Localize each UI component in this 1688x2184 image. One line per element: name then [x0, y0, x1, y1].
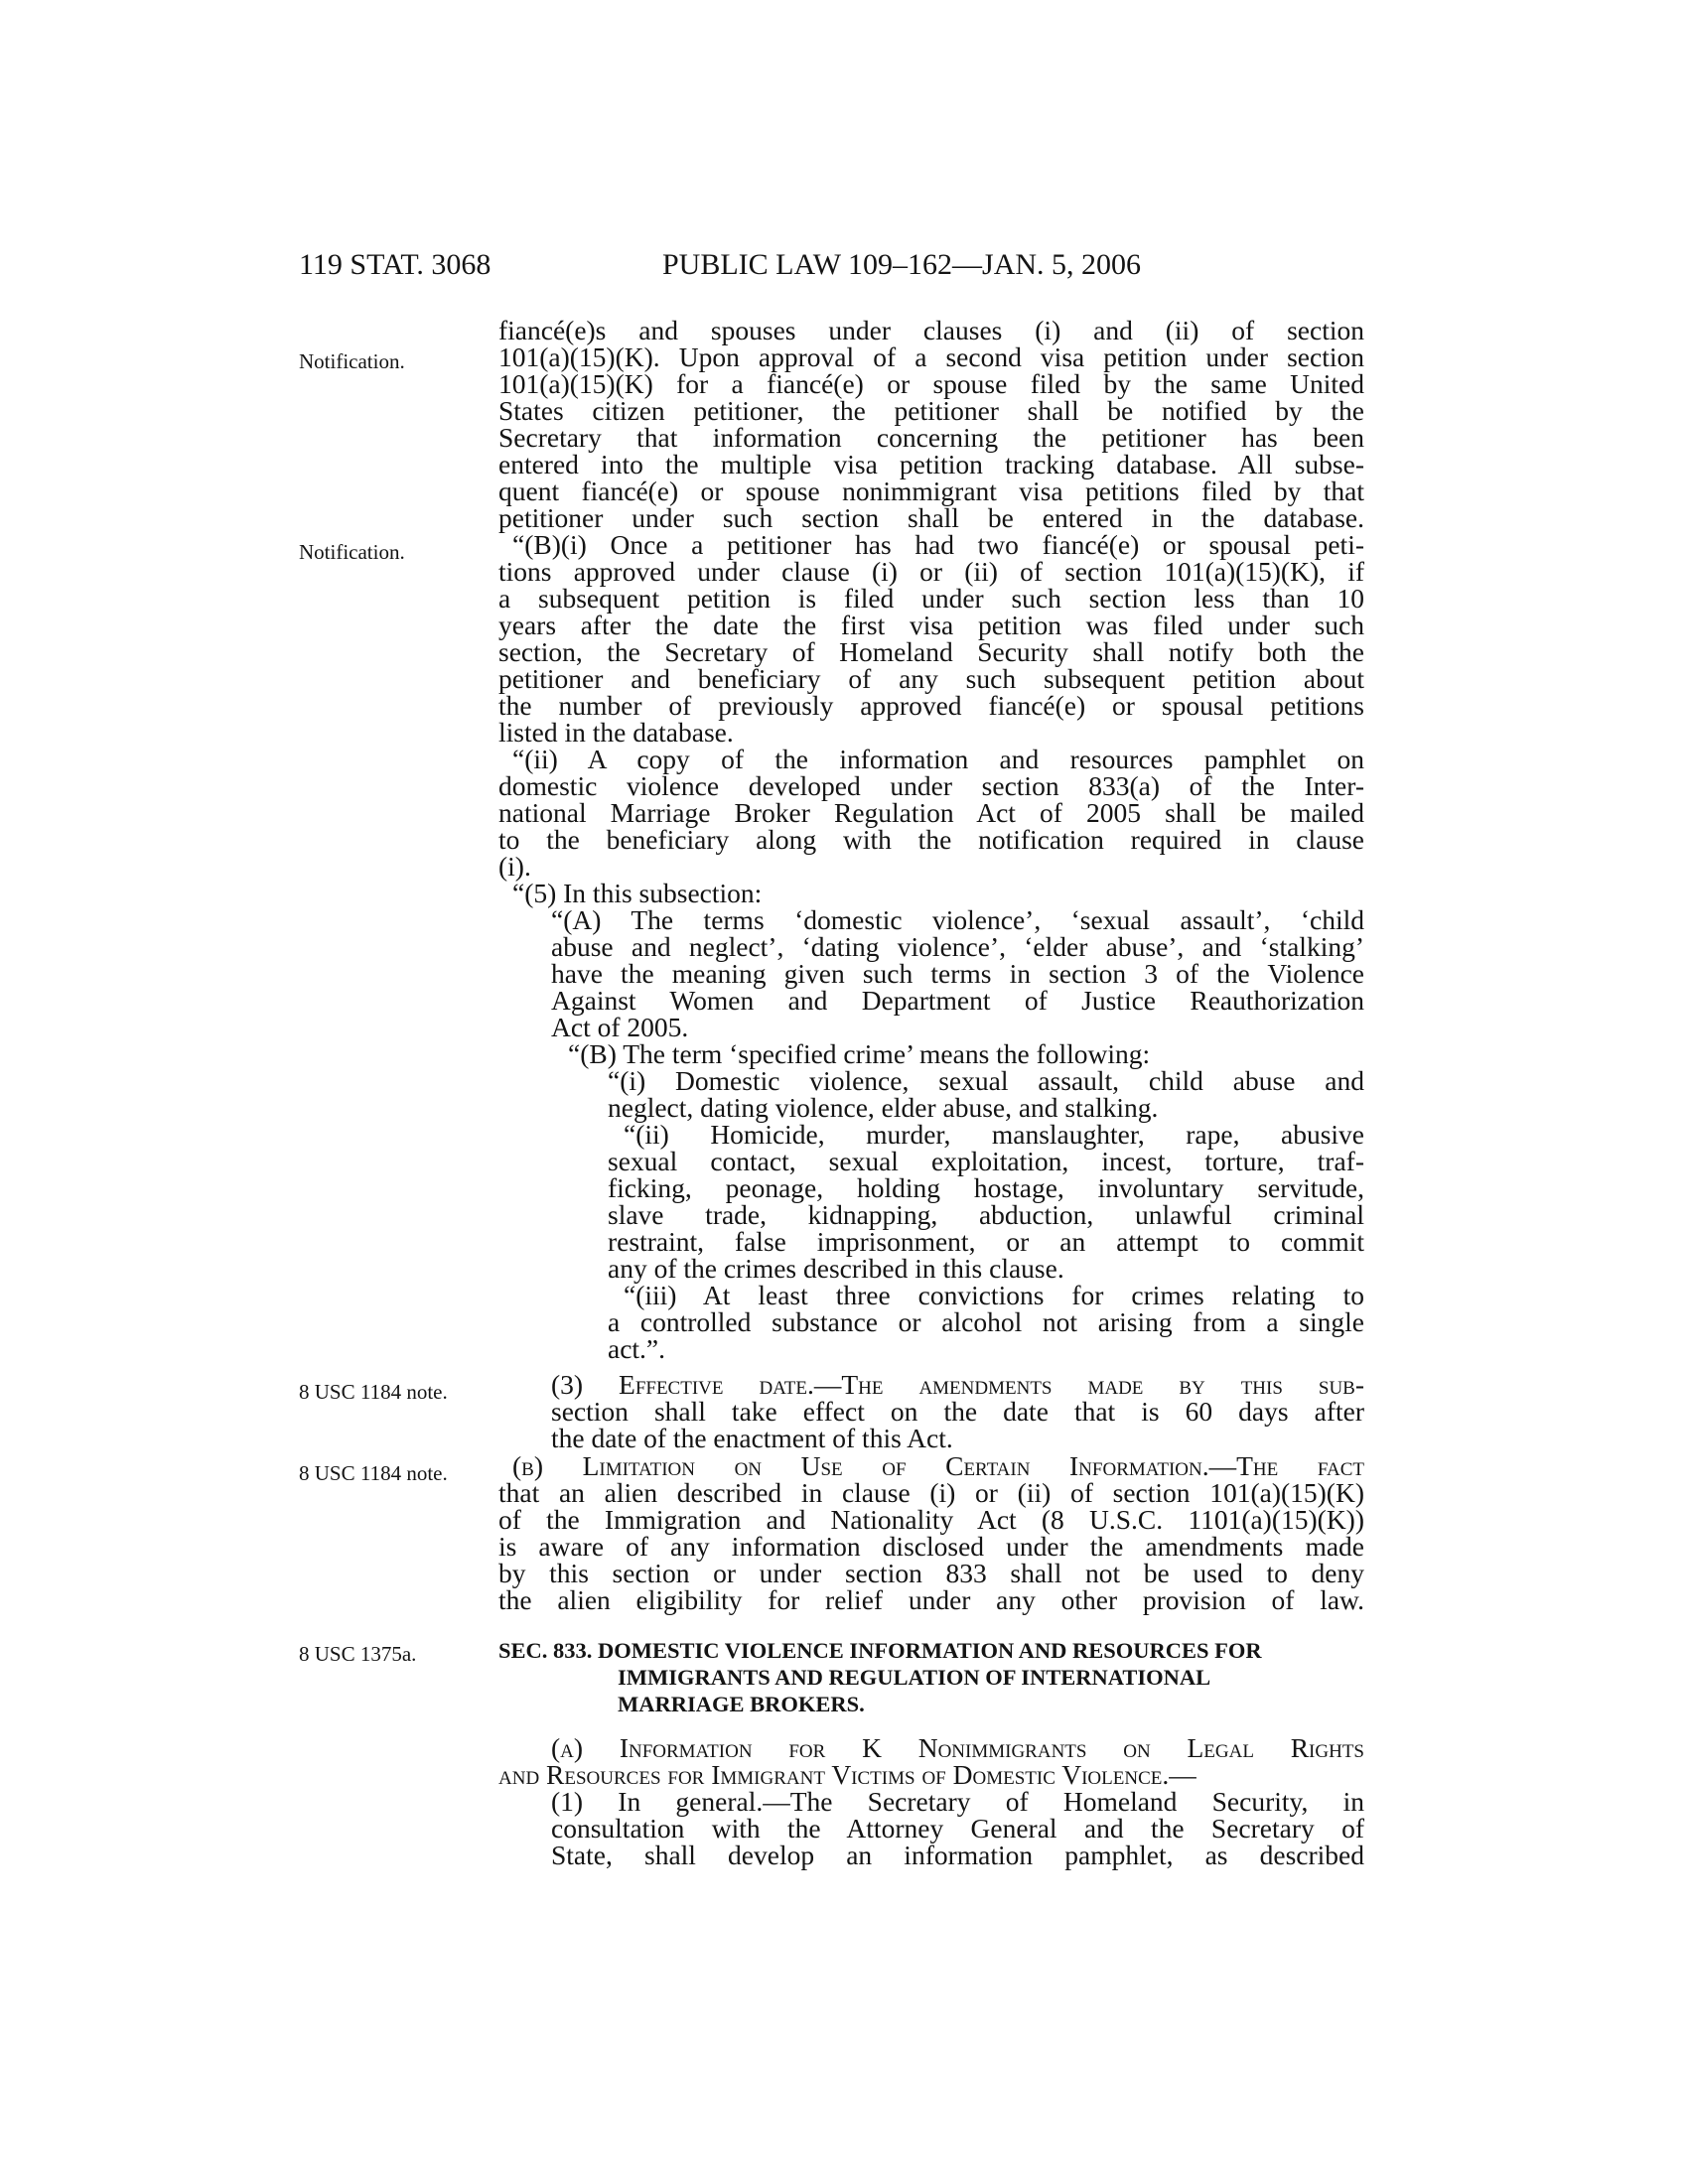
- text-line: by this section or under section 833 shall not be used to deny: [498, 1558, 1364, 1588]
- text-line: section shall take effect on the date that is 60 days after: [551, 1396, 1364, 1427]
- text-line: the alien eligibility for relief under any other provision of law.: [498, 1584, 1364, 1615]
- text-line: (i).: [498, 851, 531, 882]
- text-line: is aware of any information disclosed under the amendments made: [498, 1531, 1364, 1562]
- text-line: have the meaning given such terms in section 3 of the Violence: [551, 958, 1364, 989]
- text-line: neglect, dating violence, elder abuse, and stalking.: [608, 1092, 1159, 1123]
- stat-reference: 119 STAT. 3068: [299, 248, 492, 281]
- margin-note: Notification.: [299, 349, 405, 373]
- section-heading: MARRIAGE BROKERS.: [618, 1692, 865, 1716]
- text-line: national Marriage Broker Regulation Act of 2005 shall be mailed: [498, 797, 1364, 828]
- text-line: tions approved under clause (i) or (ii) of section 101(a)(15)(K), if: [498, 556, 1364, 587]
- text-line: years after the date the first visa petition was filed under such: [498, 610, 1364, 640]
- text-line: 101(a)(15)(K) for a fiancé(e) or spouse filed by the same United: [498, 368, 1364, 399]
- text-line: abuse and neglect’, ‘dating violence’, ‘elder abuse’, and ‘stalking’: [551, 931, 1364, 962]
- page-title: PUBLIC LAW 109–162—JAN. 5, 2006: [662, 248, 1142, 281]
- text-line: “(iii) At least three convictions for crimes relating to: [624, 1280, 1364, 1310]
- text-line: entered into the multiple visa petition tracking database. All subse-: [498, 449, 1364, 479]
- text-line: (a) Information for K Nonimmigrants on Legal Rights: [551, 1732, 1364, 1763]
- text-line: “(B)(i) Once a petitioner has had two fiancé(e) or spousal peti-: [512, 529, 1364, 560]
- text-line: the date of the enactment of this Act.: [551, 1423, 953, 1453]
- text-line: “(i) Domestic violence, sexual assault, child abuse and: [608, 1065, 1364, 1096]
- text-line: (1) In general.—The Secretary of Homeland Security, in: [551, 1786, 1364, 1817]
- text-line: a subsequent petition is filed under such section less than 10: [498, 583, 1364, 614]
- text-line: quent fiancé(e) or spouse nonimmigrant visa petitions filed by that: [498, 476, 1364, 506]
- text-line: (3) Effective date.—The amendments made by this sub-: [551, 1369, 1364, 1400]
- margin-note: Notification.: [299, 540, 405, 564]
- text-line: consultation with the Attorney General and the Secretary of: [551, 1813, 1364, 1843]
- text-line: “(ii) Homicide, murder, manslaughter, rape, abusive: [624, 1119, 1364, 1150]
- text-line: fiancé(e)s and spouses under clauses (i) and (ii) of section: [498, 315, 1364, 345]
- text-line: States citizen petitioner, the petitioner shall be notified by the: [498, 395, 1364, 426]
- text-line: that an alien described in clause (i) or (ii) of section 101(a)(15)(K): [498, 1477, 1364, 1508]
- text-line: petitioner under such section shall be entered in the database.: [498, 502, 1364, 533]
- text-line: the number of previously approved fiancé(e) or spousal petitions: [498, 690, 1364, 721]
- text-line: “(ii) A copy of the information and resources pamphlet on: [512, 744, 1364, 774]
- section-heading: IMMIGRANTS AND REGULATION OF INTERNATIONAL: [618, 1665, 1211, 1690]
- text-line: restraint, false imprisonment, or an attempt to commit: [608, 1226, 1364, 1257]
- text-line: of the Immigration and Nationality Act (8 U.S.C. 1101(a)(15)(K)): [498, 1504, 1364, 1535]
- text-line: slave trade, kidnapping, abduction, unlawful criminal: [608, 1199, 1364, 1230]
- text-line: “(B) The term ‘specified crime’ means the following:: [568, 1038, 1151, 1069]
- text-line: (b) Limitation on Use of Certain Information.—The fact: [512, 1450, 1364, 1481]
- margin-note: 8 USC 1184 note.: [299, 1380, 448, 1404]
- text-line: 101(a)(15)(K). Upon approval of a second visa petition under section: [498, 341, 1364, 372]
- text-line: ficking, peonage, holding hostage, involuntary servitude,: [608, 1172, 1364, 1203]
- text-line: and Resources for Immigrant Victims of Domestic Violence.—: [498, 1759, 1196, 1790]
- text-line: any of the crimes described in this clause.: [608, 1253, 1064, 1284]
- text-line: a controlled substance or alcohol not arising from a single: [608, 1306, 1364, 1337]
- text-line: Secretary that information concerning the petitioner has been: [498, 422, 1364, 453]
- text-line: sexual contact, sexual exploitation, incest, torture, traf-: [608, 1146, 1364, 1176]
- text-line: “(A) The terms ‘domestic violence’, ‘sexual assault’, ‘child: [551, 904, 1364, 935]
- text-line: petitioner and beneficiary of any such subsequent petition about: [498, 663, 1364, 694]
- text-line: Against Women and Department of Justice Reauthorization: [551, 985, 1364, 1016]
- text-line: Act of 2005.: [551, 1012, 689, 1042]
- text-line: act.”.: [608, 1333, 666, 1364]
- margin-note: 8 USC 1184 note.: [299, 1461, 448, 1485]
- text-line: listed in the database.: [498, 717, 734, 748]
- section-heading: SEC. 833. DOMESTIC VIOLENCE INFORMATION AND RESOURCES FOR: [498, 1638, 1262, 1663]
- text-line: domestic violence developed under section 833(a) of the Inter-: [498, 770, 1364, 801]
- margin-note: 8 USC 1375a.: [299, 1642, 417, 1666]
- text-line: section, the Secretary of Homeland Security shall notify both the: [498, 636, 1364, 667]
- text-line: State, shall develop an information pamphlet, as described: [551, 1840, 1364, 1870]
- text-line: to the beneficiary along with the notification required in clause: [498, 824, 1364, 855]
- text-line: “(5) In this subsection:: [512, 878, 763, 908]
